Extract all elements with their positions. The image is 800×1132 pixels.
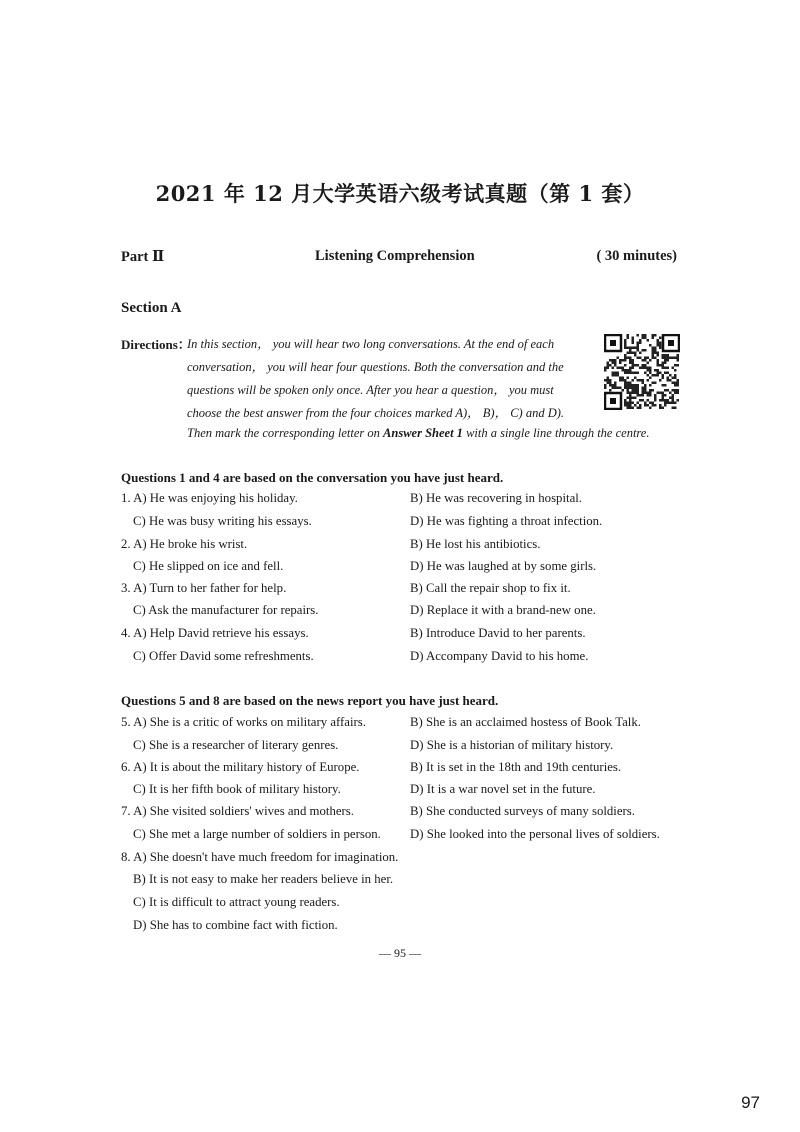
answer-option: C) He slipped on ice and fell. (133, 559, 284, 573)
answer-option: B) She is an acclaimed hostess of Book Talk. (410, 715, 641, 729)
answer-option: B) Call the repair shop to fix it. (410, 581, 571, 595)
part-name: Listening Comprehension (315, 248, 475, 264)
qr-code-icon[interactable] (604, 334, 680, 410)
answer-option: 8. A) She doesn't have much freedom for imagination. (121, 850, 399, 864)
answer-option: D) It is a war novel set in the future. (410, 782, 596, 796)
answer-option: D) Replace it with a brand-new one. (410, 603, 596, 617)
answer-option: B) Introduce David to her parents. (410, 626, 586, 640)
answer-option: B) It is set in the 18th and 19th centuries. (410, 760, 622, 774)
directions-line: choose the best answer from the four choices marked A)， B)， C) and D). (187, 406, 565, 420)
answer-option: C) She met a large number of soldiers in person. (133, 827, 381, 841)
answer-option: C) Ask the manufacturer for repairs. (133, 603, 319, 617)
page-title: 2021 年 12 月大学英语六级考试真题（第 1 套） (155, 181, 645, 206)
answer-option: B) He lost his antibiotics. (410, 537, 541, 551)
answer-option: D) She is a historian of military history. (410, 738, 614, 752)
directions-line: conversation， you will hear four questions. Both the conversation and the (187, 360, 564, 374)
answer-option: D) She looked into the personal lives of soldiers. (410, 827, 660, 841)
part-header (121, 248, 677, 268)
directions-text: with a single line through the centre. (462, 426, 650, 440)
answer-option: C) It is difficult to attract young readers. (133, 895, 340, 909)
part-label: Part Ⅱ (121, 249, 165, 265)
section-heading: Section A (121, 300, 182, 316)
answer-option: C) He was busy writing his essays. (133, 514, 312, 528)
answer-option: B) It is not easy to make her readers believe in her. (133, 872, 394, 886)
answer-sheet-ref: Answer Sheet 1 (383, 426, 463, 440)
part-time: ( 30 minutes) (596, 248, 677, 264)
answer-option: B) She conducted surveys of many soldiers. (410, 804, 635, 818)
answer-option: C) Offer David some refreshments. (133, 649, 314, 663)
question-group-heading: Questions 5 and 8 are based on the news report you have just heard. (121, 693, 499, 708)
question-group-heading: Questions 1 and 4 are based on the conversation you have just heard. (121, 470, 504, 485)
answer-option: D) He was fighting a throat infection. (410, 514, 603, 528)
answer-option: 2. A) He broke his wrist. (121, 537, 248, 551)
directions-label: Directions： (121, 337, 191, 352)
answer-option: 1. A) He was enjoying his holiday. (121, 491, 298, 505)
answer-option: D) She has to combine fact with fiction. (133, 918, 338, 932)
page-number: 97 (741, 1093, 760, 1112)
answer-option: C) She is a researcher of literary genres. (133, 738, 339, 752)
answer-option: 7. A) She visited soldiers' wives and mothers. (121, 804, 354, 818)
answer-option: D) He was laughed at by some girls. (410, 559, 597, 573)
page-footer: — 95 — (379, 946, 421, 960)
answer-option: 3. A) Turn to her father for help. (121, 581, 287, 595)
directions-text: Then mark the corresponding letter on (187, 426, 384, 440)
directions-line-last (187, 426, 650, 441)
answer-option: 4. A) Help David retrieve his essays. (121, 626, 309, 640)
answer-option: C) It is her fifth book of military history. (133, 782, 341, 796)
answer-option: D) Accompany David to his home. (410, 649, 589, 663)
answer-option: 5. A) She is a critic of works on military affairs. (121, 715, 366, 729)
answer-option: 6. A) It is about the military history of Europe. (121, 760, 360, 774)
directions-line: In this section， you will hear two long conversations. At the end of each (187, 337, 555, 351)
answer-option: B) He was recovering in hospital. (410, 491, 583, 505)
directions-line: questions will be spoken only once. After you hear a question， you must (187, 383, 554, 397)
